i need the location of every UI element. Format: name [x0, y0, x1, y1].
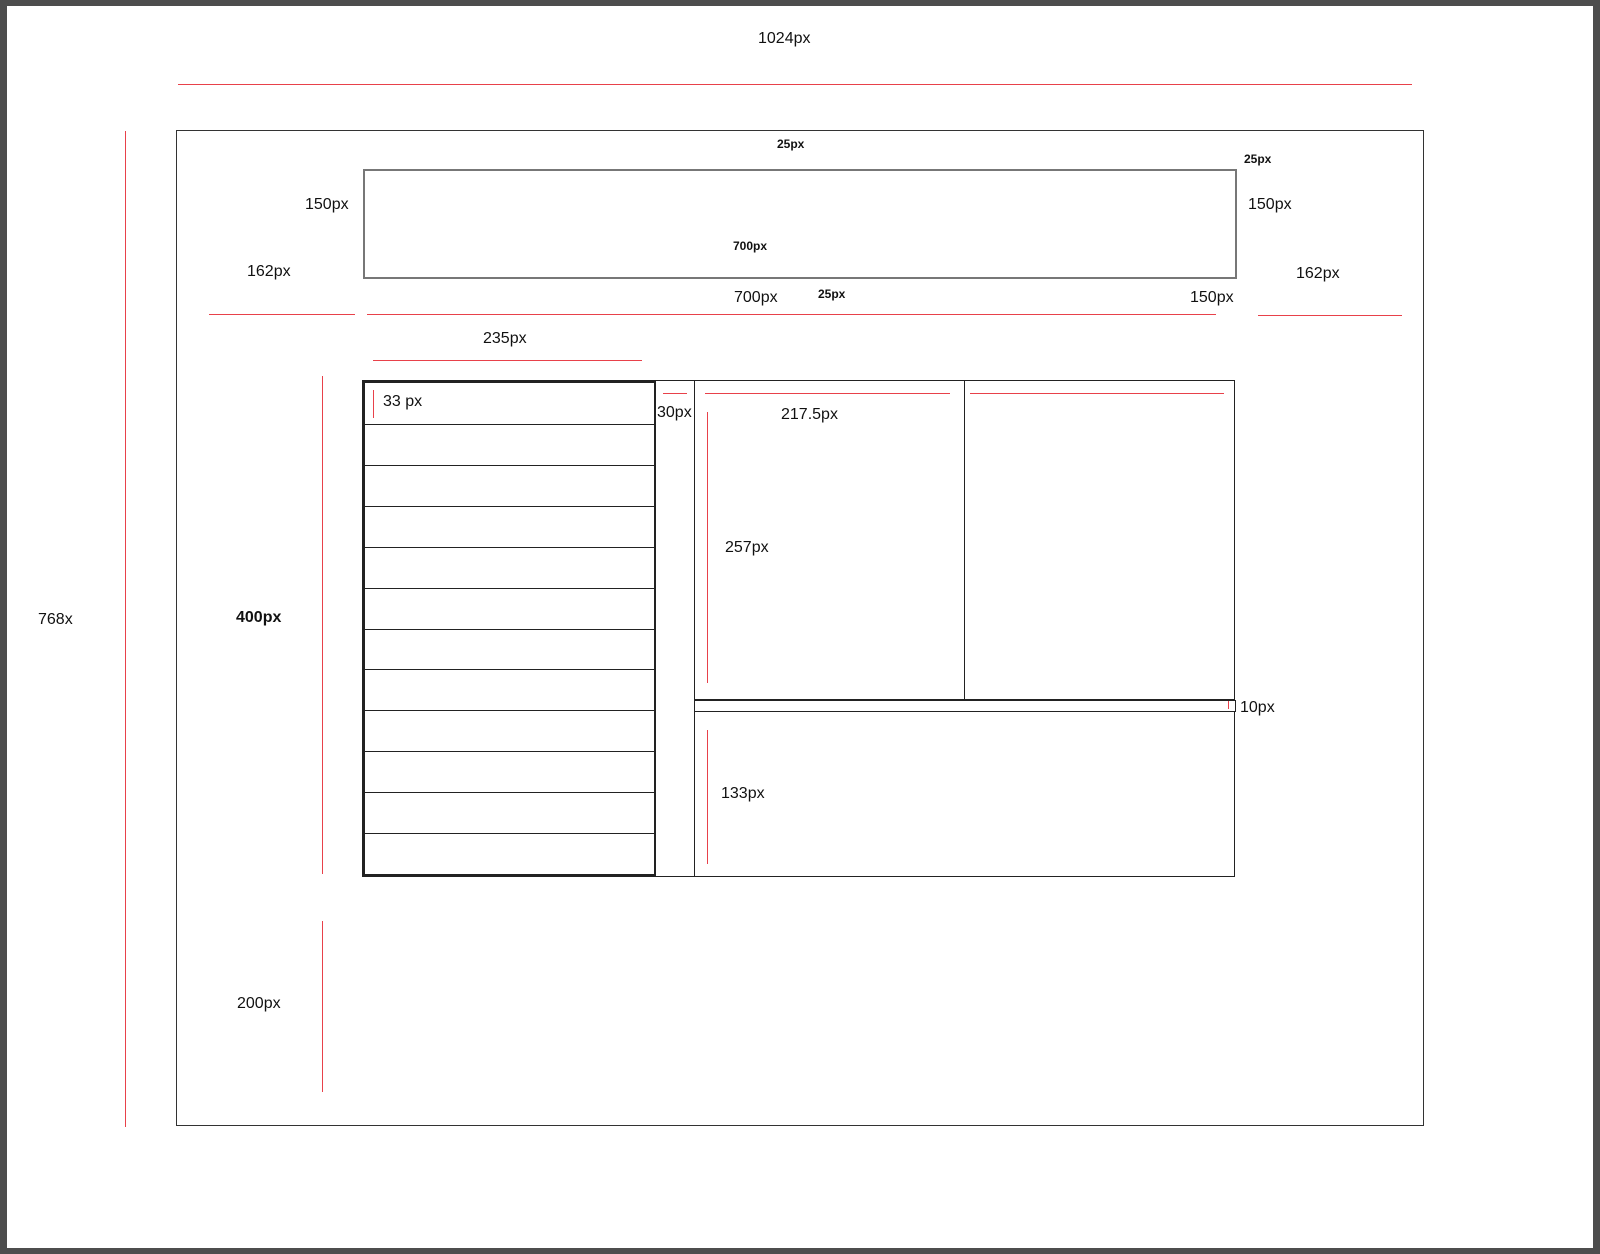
dim-line-page-height: [125, 131, 126, 1127]
label-panel-height: 257px: [725, 539, 769, 556]
label-header-width: 700px: [734, 289, 778, 306]
sidebar-row: [365, 547, 654, 588]
dim-line-header-width: [367, 314, 1216, 315]
label-header-left: 150px: [305, 196, 349, 213]
label-header-inner-width: 700px: [733, 239, 768, 253]
label-outer-right: 162px: [1296, 265, 1340, 282]
label-footer-height: 200px: [237, 995, 281, 1012]
dim-line-page-width: [178, 84, 1412, 85]
sidebar-row: [365, 465, 654, 506]
label-main-height: 400px: [236, 609, 282, 626]
label-sidebar-width: 235px: [483, 330, 527, 347]
label-outer-left: 162px: [247, 263, 291, 280]
sidebar-list: [362, 380, 657, 877]
header-box: [363, 169, 1237, 279]
label-panel-width: 217.5px: [781, 406, 838, 423]
label-top-right-margin: 25px: [1244, 152, 1272, 166]
dim-line-footer-height: [322, 921, 323, 1092]
label-divider-height: 10px: [1240, 699, 1275, 716]
sidebar-row: [365, 588, 654, 629]
dim-line-scroll-width: [663, 393, 687, 394]
sidebar-row: [365, 424, 654, 465]
dim-line-panel-left-width: [705, 393, 950, 394]
sidebar-row: [365, 710, 654, 751]
sidebar-row: [365, 792, 654, 833]
label-gap-below-header: 25px: [818, 287, 846, 301]
sidebar-row: [365, 506, 654, 547]
dim-line-row-height: [373, 390, 374, 418]
dim-line-main-height: [322, 376, 323, 874]
dim-line-outer-right: [1258, 315, 1402, 316]
scroll-column: [655, 380, 695, 877]
label-page-width: 1024px: [758, 30, 811, 47]
dim-line-bottom-panel-height: [707, 730, 708, 864]
sidebar-row: [365, 629, 654, 670]
label-row-height: 33 px: [383, 393, 423, 410]
panel-bottom: [694, 711, 1235, 877]
dim-line-sidebar-width: [373, 360, 642, 361]
label-bottom-panel-height: 133px: [721, 785, 765, 802]
label-header-right: 150px: [1248, 196, 1292, 213]
dim-line-divider: [1228, 701, 1229, 709]
dim-line-outer-left: [209, 314, 355, 315]
panel-top-right: [964, 380, 1235, 700]
dim-line-panel-height: [707, 412, 708, 683]
label-scroll-width: 30px: [657, 404, 692, 421]
sidebar-row: [365, 751, 654, 792]
dim-line-panel-right-width: [970, 393, 1224, 394]
label-header-right-dim: 150px: [1190, 289, 1234, 306]
sidebar-row: [365, 833, 654, 874]
sidebar-row: [365, 669, 654, 710]
label-page-height: 768x: [38, 611, 73, 628]
label-top-margin: 25px: [777, 137, 805, 151]
